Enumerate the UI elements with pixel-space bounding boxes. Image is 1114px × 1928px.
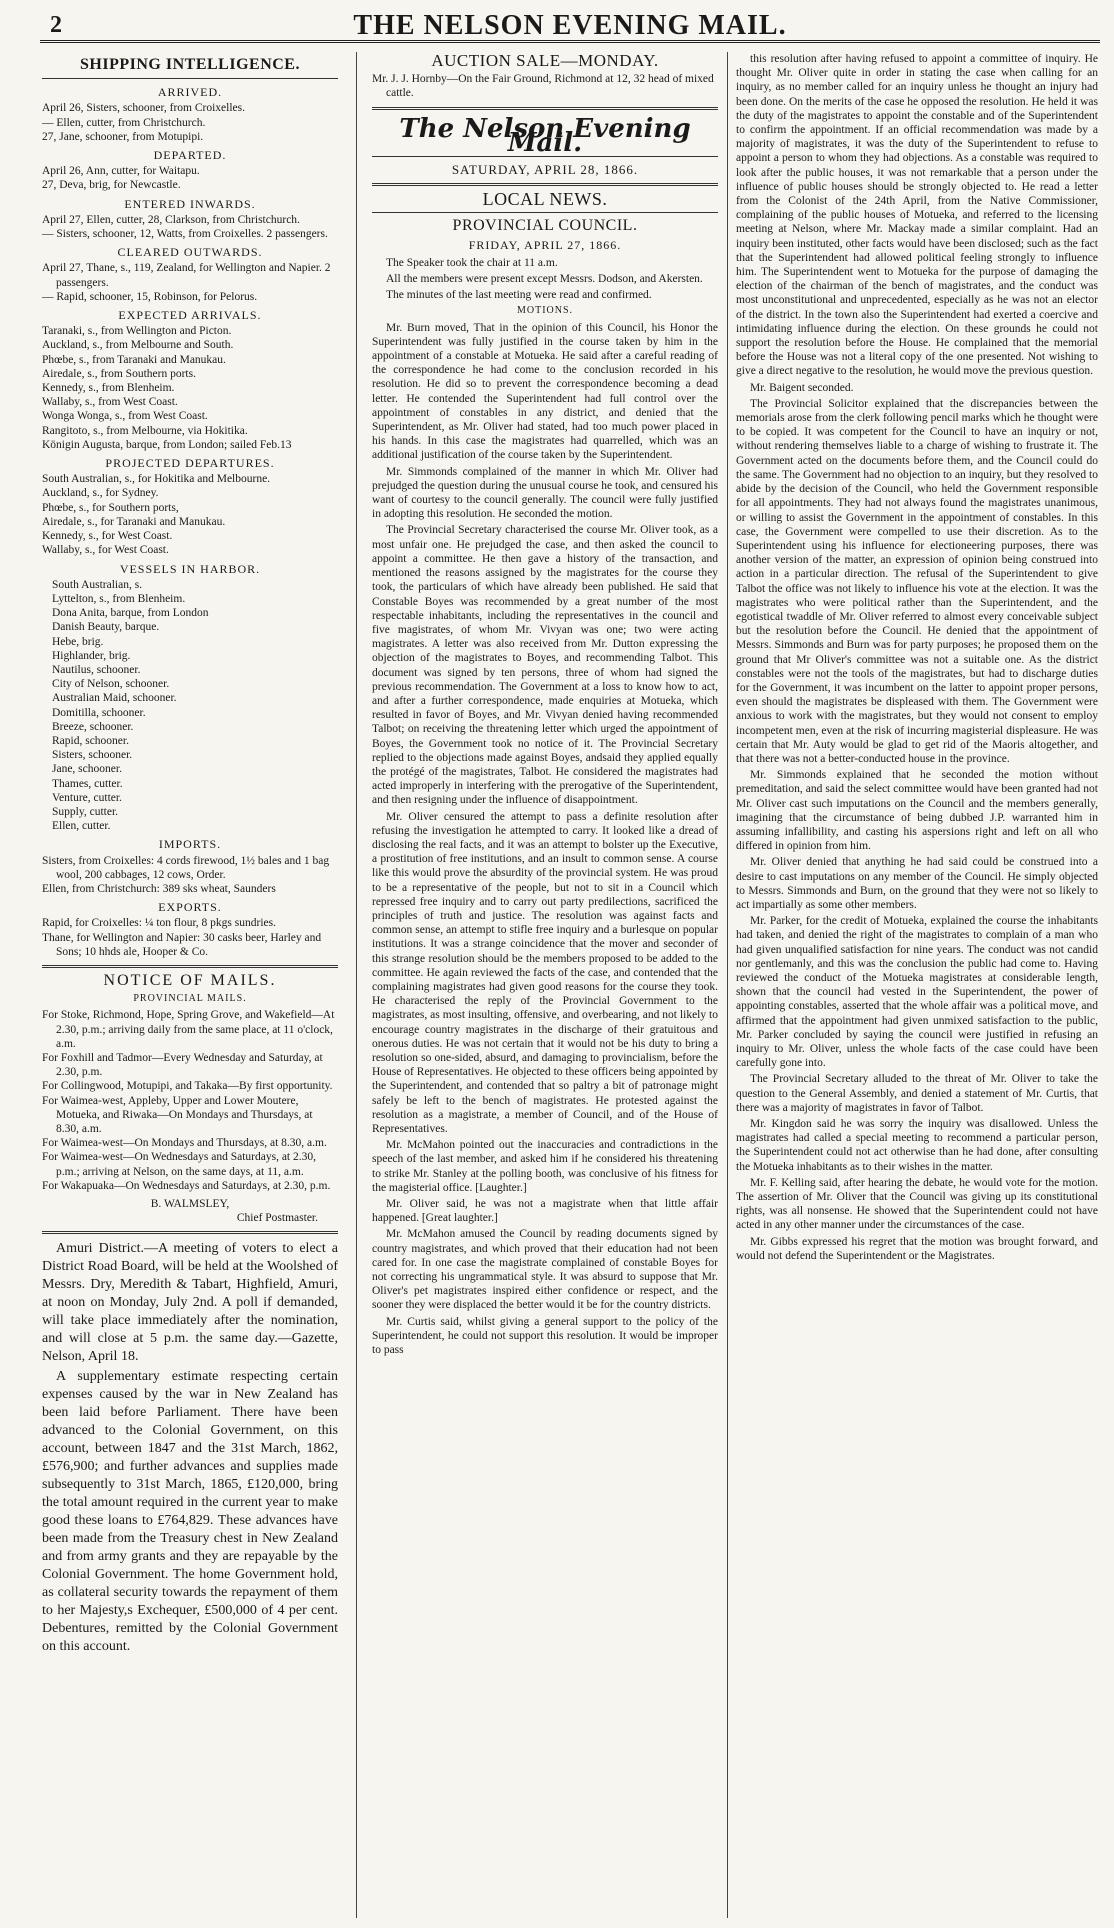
divider — [372, 107, 718, 110]
auction-text: Mr. J. J. Hornby—On the Fair Ground, Richmond at 12, 32 head of mixed cattle. — [372, 73, 714, 100]
paragraph: Mr. Oliver denied that anything he had said could be construed into a desire to cast imputations on any member of the Council. He simply objected to Messrs. Simmonds and Burn, on the ground that they were not so likely to act impartially as some other members. — [736, 856, 1098, 911]
list-item: Sisters, schooner. — [52, 749, 133, 762]
list-item: Domitilla, schooner. — [52, 706, 146, 719]
paragraph: Mr. Simmonds explained that he seconded the motion without premeditation, and said the select committee would have been granted had not Mr. Oliver cast such imputations on the Council and the members generally, imagining that the circumstance of being dubbed J.P. warranted him in assuming infallibility, and casting his aspersions right and left on all who differed in opinion from him. — [736, 769, 1098, 853]
paragraph: The minutes of the last meeting were read and confirmed. — [386, 289, 652, 302]
cleared-list — [42, 261, 338, 304]
divider — [42, 1231, 338, 1234]
list-item: Dona Anita, barque, from London — [52, 607, 209, 620]
projected-heading: PROJECTED DEPARTURES. — [105, 456, 275, 471]
postmaster-title: Chief Postmaster. — [236, 1212, 318, 1225]
page-number: 2 — [50, 12, 62, 38]
departed-list — [42, 164, 338, 192]
exports-heading: EXPORTS. — [158, 900, 222, 915]
list-item: Auckland, s., from Melbourne and South. — [42, 339, 234, 352]
auction-title: AUCTION SALE—MONDAY. — [431, 52, 659, 70]
cleared-heading: CLEARED OUTWARDS. — [117, 245, 263, 260]
postmaster-name: B. WALMSLEY, — [150, 1198, 230, 1211]
list-item: Thames, cutter. — [52, 777, 123, 790]
list-item: April 27, Thane, s., 119, Zealand, for Wellington and Napier. 2 passengers. — [42, 262, 331, 289]
entered-heading: ENTERED INWARDS. — [124, 196, 256, 211]
list-item: Sisters, from Croixelles: 4 cords firewood, 1½ bales and 1 bag wool, 200 cabbages, 12 cows, Order. — [42, 854, 330, 881]
masthead — [40, 6, 1100, 43]
council-report-continued — [736, 52, 1098, 1263]
exports-list — [42, 916, 338, 959]
paper-name: The Nelson Evening Mail. — [399, 113, 691, 158]
list-item: Breeze, schooner. — [52, 720, 134, 733]
list-item: Wonga Wonga, s., from West Coast. — [42, 410, 208, 423]
list-item: — Sisters, schooner, 12, Watts, from Croixelles. 2 passengers. — [42, 228, 328, 241]
paragraph: Mr. Baigent seconded. — [750, 381, 854, 394]
list-item: Highlander, brig. — [52, 649, 131, 662]
list-item: Nautilus, schooner. — [52, 663, 141, 676]
amuri-notice: Amuri District.—A meeting of voters to elect a District Road Board, will be held at the Woolshed of Messrs. Dry, Meredith & Tabart, Highfield, Amuri, at noon on Monday, July 2nd. A poll if demanded, will take place immediately after the nomination, and will close at 5 p.m. the same day.—Gazette, Nelson, April 18. — [42, 1241, 338, 1365]
council-intro — [372, 256, 718, 303]
list-item: — Ellen, cutter, from Christchurch. — [42, 116, 206, 129]
shipping-title: SHIPPING INTELLIGENCE. — [80, 56, 300, 73]
expected-list — [42, 324, 338, 452]
list-item: April 27, Ellen, cutter, 28, Clarkson, from Christchurch. — [42, 213, 300, 226]
projected-list — [42, 472, 338, 557]
paragraph: The Provincial Secretary alluded to the threat of Mr. Oliver to take the question to the General Assembly, and denied a statement of Mr. Curtis, that there was a majority of magistrates in favor of Talbot. — [736, 1073, 1098, 1114]
list-item: April 26, Ann, cutter, for Waitapu. — [42, 165, 200, 178]
list-item: — Rapid, schooner, 15, Robinson, for Pelorus. — [42, 290, 258, 303]
column-1 — [42, 52, 338, 1920]
local-news-title: LOCAL NEWS. — [482, 189, 608, 210]
list-item: April 26, Sisters, schooner, from Croixelles. — [42, 102, 245, 115]
list-item: Airedale, s., for Taranaki and Manukau. — [42, 515, 226, 528]
list-item: For Waimea-west—On Mondays and Thursdays, at 8.30, a.m. — [42, 1137, 327, 1150]
list-item: For Collingwood, Motupipi, and Takaka—By first opportunity. — [42, 1080, 333, 1093]
list-item: Thane, for Wellington and Napier: 30 casks beer, Harley and Sons; 10 hhds ale, Hooper & Co. — [42, 931, 322, 958]
list-item: Danish Beauty, barque. — [52, 621, 160, 634]
paragraph: this resolution after having refused to appoint a committee of inquiry. He thought Mr. Oliver quite in order in stating the case when calling for an inquiry, as no member called for an inquiry unless he thought an injury had been done. On the merits of the case he opposed the resolution. He held it was the duty of the magistrates to appoint the constable and of the Superintendent to confirm the appointment. If an official recommendation was made by a majority of magistrates, it was the duty of the Superintendent to refuse to appoint a person to whom they had objections. As a constable was required to look after the public houses, it was not remarkable that a person under the influence of public houses should be strongly objected to. He read a letter from the Colonist of the 24th April, from the Native Commissioner, complaining of the public houses of Motueka, and referred to the licensing meeting at Nelson, where Mr. Mackay made a similar complaint. Had an inquiry been instituted, other facts would have been disclosed; such as the fact that the Superintendent had allowed political feeling strongly to influence him. The Superintendent went to Motueka for the purpose of damaging the election of the chairman of the bench of magistrates, and the conduct was most unconstitutional and unprecedented, especially as he was not an elector of the district. In the town also the Superintendent had exerted a coercive and intimidating influence during the election. On these grounds he could not support the resolution before the House. He complained that the memorial before the House was not a literal copy of the one presented. Not wishing to give a direct negative to the resolution, he would move the previous question. — [736, 53, 1098, 378]
divider — [372, 212, 718, 213]
paragraph: The Provincial Solicitor explained that the discrepancies between the memorials arose from the clerk following pencil marks which he thought were to be copied. It was competent for the Council to have an inquiry or not, without rendering themselves liable to a charge of wishing to frustrate it. The Government acted on the documents before them, and the Council could do the same. The Government had no objection to an inquiry, but they resolved to abide by the decision of the Council, who held the Government responsible for all appointments. They had not always found the magistrates unanimous, or willing to assist the Government in the appointment of constables. In this case, the Government were compelled to use their discretion. As to the Superintendent using his influence for electioneering purposes, there was another version of the matter, an expression of opinion being construed into action in a particular direction. The refusal of the Superintendent to give Talbot the office was not likely to influence his vote at the election. It was the magistrates who were political rather than the Superintendent, and the egotistical twaddle of Mr. Oliver referred to almost every conceivable subject but the resolution before the Council. He denied that the appointment of Messrs. Simmonds and Burn was for party purposes; he proposed them on the ground that Mr Oliver's committee was not a suitable one. As the district constables were not the tools of the magistrates, but had to discharge duties for the Government, it was incumbent on the latter to appoint proper persons, even should the magistrates be displeased with them. The Government were anxious to work with the magistrates, but they would not consent to employ incompetent men, even at the risk of incurring magisterial displeasure. He was certain that Mr. Auty would be glad to get rid of the Maoris altogether, and that there was not a better-conducted house in the province. — [736, 397, 1098, 765]
list-item: 27, Deva, brig, for Newcastle. — [42, 179, 181, 192]
list-item: For Wakapuaka—On Wednesdays and Saturdays, at 2.30, p.m. — [42, 1179, 331, 1192]
list-item: Phœbe, s., from Taranaki and Manukau. — [42, 353, 226, 366]
list-item: Wallaby, s., from West Coast. — [42, 396, 178, 409]
divider — [42, 78, 338, 79]
list-item: Airedale, s., from Southern ports. — [42, 367, 196, 380]
list-item: Rapid, schooner. — [52, 734, 129, 747]
paragraph: Mr. Oliver censured the attempt to pass a definite resolution after refusing the investigation he attempted to carry. It looked like a dread of disclosing the real facts, and it was an attempt to bolster up the Executive, a prostitution of free institutions, and an insult to common sense. A course like this would prove the absurdity of the provincial system. He was proud to be a representative of the people, but not to sit in a Council which repressed free inquiry and to carry out party predilections, sacrificed the principles of truth and justice. The resolution was against facts and common sense, an attempt to stifle free inquiry and a burlesque on popular institutions. It was a strange coincidence that the mover and seconder of this strange resolution should be the members proposed to be added to the committee. He again reviewed the facts of the case, and contended that the complaining magistrates had given good reasons for the course they took. He characterised the reply of the Provincial Government to the magistrates, as most insulting, offensive, and overbearing, and not likely to encourage country magistrates in the discharge of their gratuitous and onerous duties. He was not certain that it would not be his duty to bring a resolution so one-sided, absurd, and damaging to provincialism, before the House of Representatives. He objected to these officers being appointed by the Superintendent, and contended that so paltry a bit of patronage might safely be left to the bench of magistrates. He protested against the resolution as a magistrate, a member of Council, and of the House of Representatives. — [372, 810, 718, 1136]
list-item: Taranaki, s., from Wellington and Picton. — [42, 325, 232, 338]
list-item: Rapid, for Croixelles: ¼ ton flour, 8 pkgs sundries. — [42, 917, 276, 930]
mails-list — [42, 1008, 338, 1193]
departed-heading: DEPARTED. — [153, 148, 227, 163]
imports-list — [42, 854, 338, 897]
newspaper-title: THE NELSON EVENING MAIL. — [353, 10, 787, 41]
column-rule — [727, 52, 728, 1918]
list-item: Hebe, brig. — [52, 635, 104, 648]
column-3 — [736, 52, 1098, 1920]
paper-date: SATURDAY, APRIL 28, 1866. — [451, 162, 639, 178]
paragraph: Mr. McMahon amused the Council by reading documents signed by country magistrates, and which proved that their education had not been cared for. In one case the magistrate complained of constable Boyes for not correcting his ungrammatical style. It was absurd to suppose that Mr. Oliver's pet magistrates inspired either confidence or respect, and the sooner they were displaced the better would it be for the country districts. — [372, 1228, 718, 1312]
list-item: Ellen, cutter. — [52, 820, 111, 833]
list-item: Wallaby, s., for West Coast. — [42, 544, 169, 557]
list-item: Kennedy, s., from Blenheim. — [42, 382, 175, 395]
paragraph: Mr. Simmonds complained of the manner in which Mr. Oliver had prejudged the question during the unusual course he took, and censured his want of courtesy to the council generally. The council were fully justified in adopting this resolution. He seconded the motion. — [372, 465, 718, 521]
mails-subtitle: PROVINCIAL MAILS. — [133, 993, 247, 1005]
paragraph: All the members were present except Messrs. Dodson, and Akersten. — [386, 273, 703, 286]
paragraph: Mr. Burn moved, That in the opinion of this Council, his Honor the Superintendent was fully justified in the course taken by him in the appointment of a constable at Motueka. He said after a careful reading of the correspondence he had come to the conclusion recorded in his resolution. He did so to prevent the correspondence becoming a dead letter. He contended the Superintendent had full control over the appointment of constables in any district, and denied that the Superintendent, as Mr. Oliver had stated, had too much power placed in his hands. In this case the magistrates had quarrelled, which was an additional justification of the course taken by the Superintendent. — [372, 321, 718, 462]
council-date: FRIDAY, APRIL 27, 1866. — [468, 237, 622, 252]
list-item: City of Nelson, schooner. — [52, 678, 170, 691]
divider — [372, 183, 718, 186]
list-item: Königin Augusta, barque, from London; sailed Feb.13 — [42, 438, 292, 451]
list-item: Australian Maid, schooner. — [52, 692, 177, 705]
list-item: Phœbe, s., for Southern ports, — [42, 501, 179, 514]
list-item: Jane, schooner. — [52, 763, 122, 776]
imports-heading: IMPORTS. — [158, 837, 222, 852]
list-item: South Australian, s. — [52, 578, 143, 591]
column-2 — [372, 52, 718, 1920]
list-item: For Waimea-west—On Wednesdays and Saturdays, at 2.30, p.m.; arriving at Nelson, on the same days, at 11, a.m. — [42, 1151, 316, 1178]
harbor-heading: VESSELS IN HARBOR. — [119, 561, 261, 576]
list-item: For Waimea-west, Appleby, Upper and Lower Moutere, Motueka, and Riwaka—On Mondays and Thursdays, at 8.30, a.m. — [42, 1094, 313, 1136]
paragraph: The Provincial Secretary characterised the course Mr. Oliver took, as a most unfair one. He prejudged the case, and then asked the council to appoint a committee. He then gave a history of the transaction, and mentioned the reasons assigned by the magistrates for the course they took, the particulars of which have already been published. He said that Constable Boyes was recommended by a great number of the most respectable inhabitants, including the representatives in the council and five magistrates, of whom Mr. Vivyan was one; two were acting magistrates. A letter was also received from Mr. Dutton expressing the objection of the magistrates to Boyes, and recommending Talbot. This document was signed by ten persons, three of whom had signed the previous recommendation. The Government at a loss to know how to act, and after a further correspondence, made enquiries at Motueka, which resulted in favor of Boyes, and Mr. Vivyan denied having recommended Talbot; on receiving the threatening letter which urged the appointment of Boyes, the Government took no notice of it. The Provincial Secretary replied to the objections made against Boyes, andsaid they applied equally the protégé of the magistrates, Talbot. He considered the magistrates had acted improperly in interfering with the prerogative of the Superintendent, and then resigning under the influence of disappointment. — [372, 524, 718, 807]
list-item: Auckland, s., for Sydney. — [42, 487, 159, 500]
list-item: Rangitoto, s., from Melbourne, via Hokitika. — [42, 424, 248, 437]
expected-heading: EXPECTED ARRIVALS. — [118, 308, 262, 323]
paragraph: Mr. Parker, for the credit of Motueka, explained the course the inhabitants had taken, and denied the right of the magistrates to complain of a man who had given unqualified satisfaction for nine years. The conduct was not candid nor gentlemanly, and this was the conclusion the public had come to. Having reviewed the conduct of the Motueka magistrates at considerable length, shown that the council had vested in the Superintendent, the power of appointing constables, asserted that the whole affair was a political move, and affirmed that the appointment had given unmixed satisfaction to the public, Mr. Parker concluded by saying the council were justified in refusing an inquiry to Mr. Oliver, unless the whole facts of the case could have been carefully gone into. — [736, 915, 1098, 1070]
motions-heading: MOTIONS. — [516, 305, 574, 317]
harbor-list — [42, 578, 338, 834]
arrived-list — [42, 101, 338, 144]
council-report — [372, 321, 718, 1358]
mails-title: NOTICE OF MAILS. — [103, 971, 277, 989]
divider — [42, 965, 338, 968]
list-item: Ellen, from Christchurch: 389 sks wheat, Saunders — [42, 882, 276, 895]
list-item: 27, Jane, schooner, from Motupipi. — [42, 130, 204, 143]
list-item: For Stoke, Richmond, Hope, Spring Grove, and Wakefield—At 2.30, p.m.; arriving daily from the same place, at 11 o'clock, a.m. — [42, 1009, 335, 1050]
list-item: Kennedy, s., for West Coast. — [42, 530, 173, 543]
paragraph: Mr. Kingdon said he was sorry the inquiry was disallowed. Unless the magistrates had called a special meeting to recommend a particular person, the Superintendent could not act otherwise than he had done, after consulting the Motueka inhabitants as to their wishes in the matter. — [736, 1118, 1098, 1173]
paragraph: Mr. Oliver said, he was not a magistrate when that little affair happened. [Great laughter.] — [372, 1198, 718, 1225]
list-item: Lyttelton, s., from Blenheim. — [52, 592, 186, 605]
arrived-heading: ARRIVED. — [157, 85, 223, 100]
estimate-article: A supplementary estimate respecting certain expenses caused by the war in New Zealand has been laid before Parliament. There have been advanced to the Colonial Government, on this account, between 1847 and the 31st March, 1862, £576,900; and further advances and supplies made subsequently to 31st March, 1865, £120,000, bring the total amount required in the current year to make good these loans to £764,829. These advances have been made from the Treasury chest in New Zealand and from army grants and they are repayable by the Colonial Government. The home Government hold, as collateral security towards the repayment of them to her Majesty,s Exchequer, £500,000 of 4 per cent. Debentures, remitted by the Colonial Government on this account. — [42, 1369, 338, 1655]
paragraph: The Speaker took the chair at 11 a.m. — [386, 256, 558, 269]
paragraph: Mr. Gibbs expressed his regret that the motion was brought forward, and would not defend the Superintendent or the Magistrates. — [736, 1235, 1098, 1262]
council-title: PROVINCIAL COUNCIL. — [452, 217, 638, 235]
list-item: Supply, cutter. — [52, 805, 119, 818]
paragraph: Mr. F. Kelling said, after hearing the debate, he would vote for the motion. The assertion of Mr. Oliver that the Council was giving up its constitutional rights, was all nonsense. He showed that the Superintendent could not have acted in any other manner under the circumstances of the case. — [736, 1176, 1098, 1232]
list-item: For Foxhill and Tadmor—Every Wednesday and Saturday, at 2.30, p.m. — [42, 1052, 323, 1079]
list-item: Venture, cutter. — [52, 791, 122, 804]
entered-list — [42, 213, 338, 241]
list-item: South Australian, s., for Hokitika and Melbourne. — [42, 473, 271, 486]
paragraph: Mr. Curtis said, whilst giving a general support to the policy of the Superintendent, he could not support this resolution. It would be improper to pass — [372, 1315, 718, 1357]
column-rule — [356, 52, 357, 1918]
paragraph: Mr. McMahon pointed out the inaccuracies and contradictions in the speech of the last member, and asked him if he considered his threatening to strike Mr. Stanley at the polling booth, was conclusive of his fitness for the magisterial office. [Laughter.] — [372, 1139, 718, 1194]
